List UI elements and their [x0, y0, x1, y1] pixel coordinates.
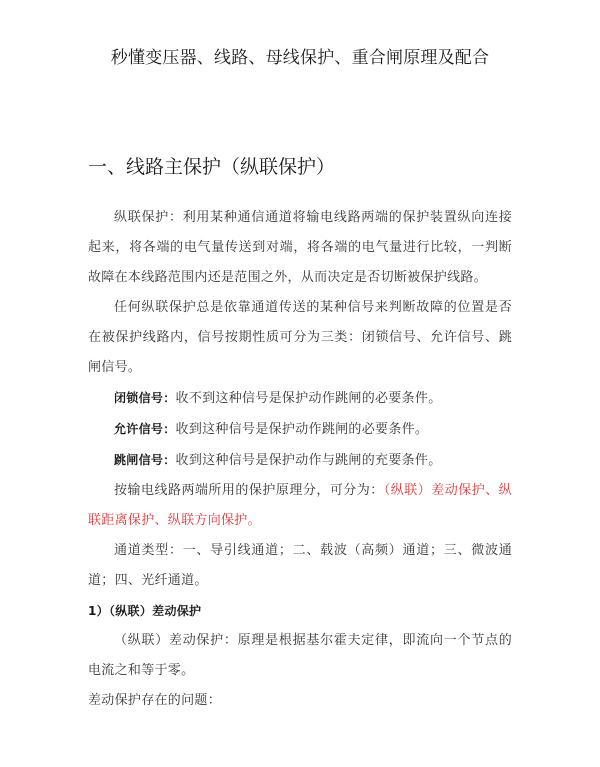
signal-item-blocking — [88, 383, 512, 414]
signal-item-trip — [88, 445, 512, 476]
paragraph-pilot-protection-definition: 纵联保护：利用某种通信通道将输电线路两端的保护装置纵向连接起来，将各端的电气量传送到对端，将各端的电气量进行比较，一判断故障在本线路范围内还是范围之外，从而决定是否切断被保护线路。 — [88, 210, 512, 285]
paragraph-protection-principles — [88, 476, 512, 536]
signal-label-permissive: 允许信号： — [114, 422, 176, 436]
section-heading-line-main-protection: 一、线路主保护（纵联保护） — [88, 156, 336, 178]
signal-item-permissive — [88, 414, 512, 445]
section-body — [88, 203, 512, 716]
signal-label-blocking: 闭锁信号： — [114, 391, 176, 405]
paragraph-channel-types: 通道类型：一、导引线通道；二、载波（高频）通道；三、微波通道；四、光纤通道。 — [88, 543, 512, 588]
signal-text-trip: 收到这种信号是保护动作与跳闸的充要条件。 — [175, 453, 442, 468]
principles-prefix: 按输电线路两端所用的保护原理分，可分为： — [114, 483, 384, 498]
signal-text-blocking: 收不到这种信号是保护动作跳闸的必要条件。 — [175, 391, 442, 406]
paragraph-differential-principle: （纵联）差动保护：原理是根据基尔霍夫定律，即流向一个节点的电流之和等于零。 — [88, 633, 512, 678]
signal-text-permissive: 收到这种信号是保护动作跳闸的必要条件。 — [175, 422, 429, 437]
principles-highlight: （纵联）差动保护、纵联距离保护、纵联方向保护。 — [88, 483, 512, 528]
subsection-heading-differential: 1）（纵联）差动保护 — [88, 604, 202, 618]
document-title: 秒懂变压器、线路、母线保护、重合闸原理及配合 — [110, 48, 490, 68]
paragraph-signal-types-intro: 任何纵联保护总是依靠通道传送的某种信号来判断故障的位置是否在被保护线路内，信号按期性质可分为三类：闭锁信号、允许信号、跳闸信号。 — [88, 300, 512, 375]
signal-label-trip: 跳闸信号： — [114, 453, 176, 467]
paragraph-differential-issues: 差动保护存在的问题： — [88, 693, 222, 708]
